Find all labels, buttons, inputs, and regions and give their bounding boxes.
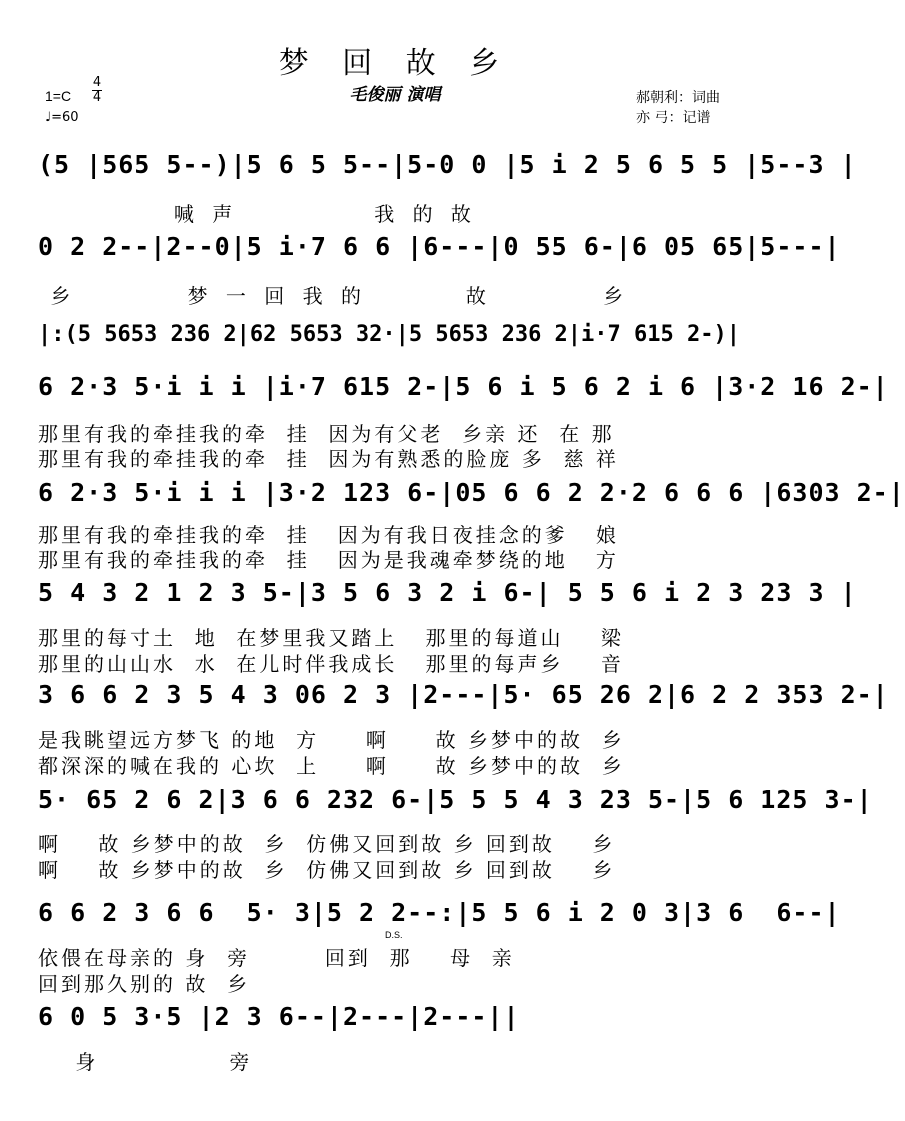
score-line-9: 6 6 2 3 6 6 5· 3|5 2 2--:|5 5 6 i 2 0 3|3 6 6--|: [38, 898, 841, 927]
meter-bottom: 4: [92, 90, 102, 105]
score-line-3: |:(5 5653 236 2|62 5653 32·|5 5653 236 2|i·7 615 2-)|: [38, 322, 740, 347]
credit-notation: 亦 弓：记谱: [636, 110, 711, 126]
lyric-line-4b: 那里有我的牵挂我的牵 挂 因为有熟悉的脸庞 多 慈 祥: [38, 447, 619, 471]
score-line-1: (5 |565 5--)|5 6 5 5--|5-0 0 |5 i 2 5 6 5 5 |5--3 |: [38, 150, 857, 179]
lyric-line-8a: 啊 故 乡梦中的故 乡 仿佛又回到故 乡 回到故 乡: [38, 832, 616, 856]
lyric-line-7a: 是我眺望远方梦飞 的地 方 啊 故 乡梦中的故 乡: [38, 728, 625, 752]
lyric-line-6a: 那里的每寸土 地 在梦里我又踏上 那里的每道山 梁: [38, 626, 624, 650]
lyric-line-10: 身 旁: [38, 1050, 253, 1074]
lyric-line-1: 喊 声 我 的 故: [38, 202, 477, 226]
score-line-10: 6 0 5 3·5 |2 3 6--|2---|2---||: [38, 1002, 520, 1031]
key-signature: 1=C: [45, 88, 72, 104]
score-line-8: 5· 65 2 6 2|3 6 6 232 6-|5 5 5 4 3 23 5-|5 6 125 3-|: [38, 785, 873, 814]
singer-credit: 毛俊丽 演唱: [349, 85, 441, 105]
lyric-line-2: 乡 梦 一 回 我 的 故 乡: [38, 284, 630, 308]
time-signature: [92, 76, 102, 105]
credit-lyrics: 郝朝利：词曲: [636, 90, 720, 106]
meter-top: 4: [92, 75, 102, 90]
ds-marking: D.S.: [385, 930, 403, 940]
lyric-line-5b: 那里有我的牵挂我的牵 挂 因为是我魂牵梦绕的地 方: [38, 548, 619, 572]
lyric-line-9b: 回到那久别的 故 乡: [38, 972, 251, 996]
song-title: 梦 回 故 乡: [278, 46, 512, 81]
lyric-line-8b: 啊 故 乡梦中的故 乡 仿佛又回到故 乡 回到故 乡: [38, 858, 616, 882]
score-line-5: 6 2·3 5·i i i |3·2 123 6-|05 6 6 2 2·2 6 6 6 |6303 2-|: [38, 478, 905, 507]
lyric-line-6b: 那里的山山水 水 在儿时伴我成长 那里的每声乡 音: [38, 652, 624, 676]
score-line-6: 5 4 3 2 1 2 3 5-|3 5 6 3 2 i 6-| 5 5 6 i 2 3 23 3 |: [38, 578, 857, 607]
tempo-marking: ♩=60: [45, 110, 79, 125]
lyric-line-7b: 都深深的喊在我的 心坎 上 啊 故 乡梦中的故 乡: [38, 754, 625, 778]
score-line-7: 3 6 6 2 3 5 4 3 06 2 3 |2---|5· 65 26 2|6 2 2 353 2-|: [38, 680, 889, 709]
lyric-line-9a: 依偎在母亲的 身 旁 回到 那 母 亲: [38, 946, 515, 970]
score-line-2: 0 2 2--|2--0|5 i·7 6 6 |6---|0 55 6-|6 05 65|5---|: [38, 232, 841, 261]
credits: [636, 88, 720, 128]
score-line-4: 6 2·3 5·i i i |i·7 615 2-|5 6 i 5 6 2 i 6 |3·2 16 2-|: [38, 372, 889, 401]
lyric-line-4a: 那里有我的牵挂我的牵 挂 因为有父老 乡亲 还 在 那: [38, 422, 615, 446]
lyric-line-5a: 那里有我的牵挂我的牵 挂 因为有我日夜挂念的爹 娘: [38, 523, 619, 547]
